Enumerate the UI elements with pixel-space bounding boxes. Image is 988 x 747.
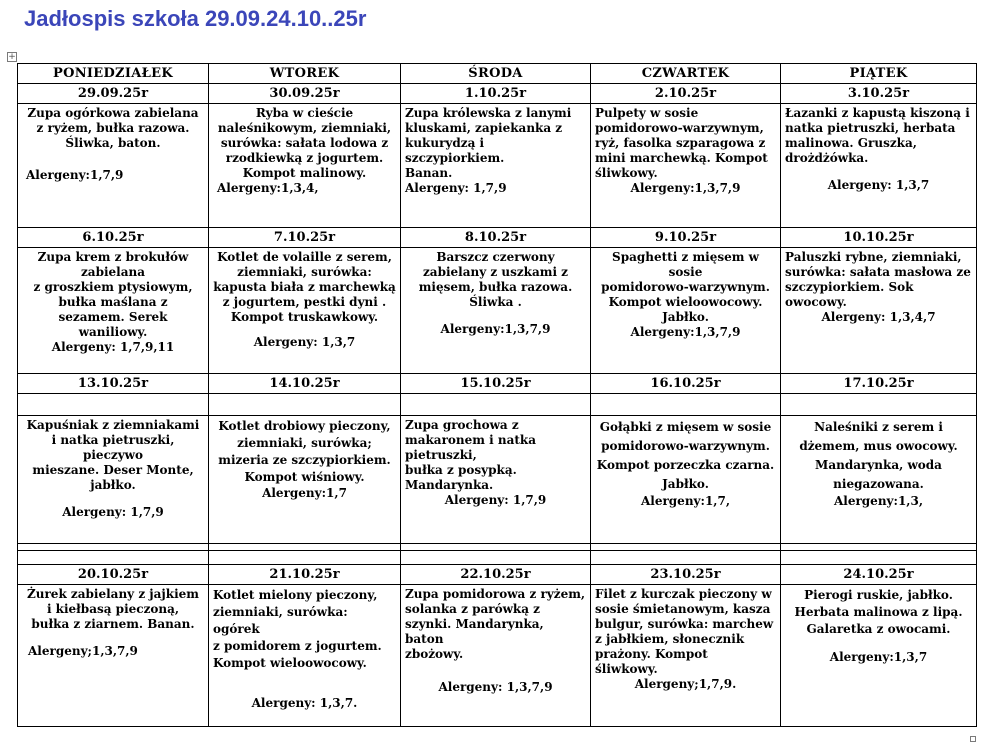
meal-row: [18, 248, 977, 374]
dish-text: Ryba w cieście naleśnikowym, ziemniaki, surówka: sałata lodowa z rzodkiewką z jogurtem. Kompot malinowy.: [217, 106, 392, 180]
dish-text: Paluszki rybne, ziemniaki, surówka: sałata masłowa ze szczypiorkiem. Sok owocowy.: [785, 250, 971, 309]
date-cell: 17.10.25r: [781, 374, 977, 394]
dish-text: Naleśniki z serem i dżemem, mus owocowy. Mandarynka, woda niegazowana.: [799, 420, 958, 491]
meal-cell: [401, 585, 591, 727]
allergens-text: Alergeny;1,3,7,9: [28, 644, 138, 658]
meal-cell: [591, 585, 781, 727]
allergens-text: Alergeny: 1,7,9,11: [51, 340, 175, 354]
dish-text: Żurek zabielany z jajkiem i kiełbasą pieczoną, bułka z ziarnem. Banan.: [27, 587, 199, 631]
date-cell: 20.10.25r: [18, 565, 209, 585]
date-cell: 14.10.25r: [209, 374, 401, 394]
allergens-text: Alergeny: 1,7,9: [444, 493, 547, 507]
day-header: PIĄTEK: [781, 64, 977, 84]
meal-row: [18, 104, 977, 228]
allergens-text: Alergeny:1,7,9: [26, 168, 124, 182]
day-header: PONIEDZIAŁEK: [18, 64, 209, 84]
day-header: CZWARTEK: [591, 64, 781, 84]
meal-cell: [18, 104, 209, 228]
day-header-row: [18, 64, 977, 84]
dish-text: Łazanki z kapustą kiszoną i natka pietruszki, herbata malinowa. Gruszka, drożdżówka.: [785, 106, 970, 165]
date-cell: 9.10.25r: [591, 228, 781, 248]
date-cell: 16.10.25r: [591, 374, 781, 394]
meal-cell: [209, 416, 401, 544]
date-row: [18, 374, 977, 394]
allergens-text: Alergeny:1,7: [262, 486, 347, 500]
meal-row: [18, 416, 977, 544]
meal-cell: [401, 104, 591, 228]
date-cell: 13.10.25r: [18, 374, 209, 394]
meal-row: [18, 585, 977, 727]
date-cell: 22.10.25r: [401, 565, 591, 585]
spacer-row: [18, 394, 977, 416]
allergens-text: Alergeny: 1,3,7: [253, 335, 356, 349]
date-cell: 15.10.25r: [401, 374, 591, 394]
meal-cell: [591, 416, 781, 544]
meal-cell: [209, 104, 401, 228]
spacer-row: [18, 551, 977, 565]
dish-text: Zupa krem z brokułów zabielana z groszkiem ptysiowym, bułka maślana z sezamem. Serek waniliowy.: [33, 250, 193, 339]
meal-cell: [18, 248, 209, 374]
date-cell: 30.09.25r: [209, 84, 401, 104]
date-cell: 29.09.25r: [18, 84, 209, 104]
meal-cell: [401, 416, 591, 544]
allergens-text: Alergeny:1,3,7: [829, 650, 928, 664]
date-cell: 8.10.25r: [401, 228, 591, 248]
allergens-text: Alergeny;1,7,9.: [634, 677, 737, 691]
date-row: [18, 84, 977, 104]
date-cell: 21.10.25r: [209, 565, 401, 585]
date-cell: 23.10.25r: [591, 565, 781, 585]
date-row: [18, 565, 977, 585]
meal-cell: [781, 585, 977, 727]
dish-text: Filet z kurczak pieczony w sosie śmietanowym, kasza bulgur, surówka: marchew z jabłkiem, słonecznik prażony. Kompot śliwkowy.: [595, 587, 774, 676]
dish-text: Spaghetti z mięsem w sosie pomidorowo-warzywnym. Kompot wieloowocowy. Jabłko.: [601, 250, 770, 324]
meal-cell: [591, 104, 781, 228]
date-cell: 6.10.25r: [18, 228, 209, 248]
dish-text: Zupa grochowa z makaronem i natka pietruszki, bułka z posypką. Mandarynka.: [405, 418, 536, 492]
spacer-row: [18, 544, 977, 551]
allergens-text: Alergeny:1,3,7,9: [440, 322, 551, 336]
allergens-text: Alergeny: 1,3,7,9: [438, 680, 553, 694]
allergens-text: Alergeny: 1,3,7: [827, 178, 930, 192]
dish-text: Zupa królewska z lanymi kluskami, zapiekanka z kukurydzą i szczypiorkiem. Banan.: [405, 106, 572, 180]
meal-cell: [781, 104, 977, 228]
date-cell: 2.10.25r: [591, 84, 781, 104]
meal-cell: [781, 416, 977, 544]
meal-cell: [591, 248, 781, 374]
date-cell: 7.10.25r: [209, 228, 401, 248]
dish-text: Kotlet de volaille z serem, ziemniaki, surówka: kapusta biała z marchewką z jogurtem, pestki dyni . Kompot truskawkowy.: [213, 250, 396, 324]
allergens-text: Alergeny:1,3,7,9: [630, 325, 741, 339]
dish-text: Kapuśniak z ziemniakami i natka pietruszki, pieczywo mieszane. Deser Monte, jabłko.: [26, 418, 200, 492]
date-cell: 24.10.25r: [781, 565, 977, 585]
meal-cell: [209, 585, 401, 727]
allergens-text: Alergeny: 1,7,9: [405, 181, 507, 195]
table-move-handle-icon[interactable]: +: [8, 52, 16, 62]
dish-text: Zupa pomidorowa z ryżem, solanka z parówką z szynki. Mandarynka, baton zbożowy.: [405, 587, 586, 661]
meal-cell: [209, 248, 401, 374]
date-cell: 1.10.25r: [401, 84, 591, 104]
dish-text: Pulpety w sosie pomidorowo-warzywnym, ryż, fasolka szparagowa z mini marchewką. Kompot śliwkowy.: [595, 106, 768, 180]
allergens-text: Alergeny:1,3,: [833, 494, 924, 508]
date-cell: 3.10.25r: [781, 84, 977, 104]
day-header: ŚRODA: [401, 64, 591, 84]
allergens-text: Alergeny: 1,7,9: [62, 505, 164, 519]
allergens-text: Alergeny:1,3,7,9: [630, 181, 741, 195]
page-title: Jadłospis szkoła 29.09.24.10..25r: [24, 6, 367, 31]
dish-text: Barszcz czerwony zabielany z uszkami z mięsem, bułka razowa. Śliwka .: [418, 250, 573, 309]
dish-text: Kotlet drobiowy pieczony, ziemniaki, surówka; mizeria ze szczypiorkiem. Kompot wiśniowy.: [218, 419, 391, 484]
date-cell: 10.10.25r: [781, 228, 977, 248]
meal-cell: [18, 416, 209, 544]
day-header: WTOREK: [209, 64, 401, 84]
dish-text: Gołąbki z mięsem w sosie pomidorowo-warzywnym. Kompot porzeczka czarna. Jabłko.: [596, 420, 775, 491]
allergens-text: Alergeny: 1,3,7.: [251, 696, 358, 710]
meal-cell: [18, 585, 209, 727]
date-row: [18, 228, 977, 248]
allergens-text: Alergeny:1,3,4,: [217, 181, 319, 195]
table-resize-handle-icon[interactable]: [970, 736, 976, 742]
meal-cell: [781, 248, 977, 374]
allergens-text: Alergeny: 1,3,4,7: [821, 310, 936, 324]
meal-cell: [401, 248, 591, 374]
dish-text: Pierogi ruskie, jabłko. Herbata malinowa z lipą. Galaretka z owocami.: [794, 588, 963, 636]
dish-text: Zupa ogórkowa zabielana z ryżem, bułka razowa. Śliwka, baton.: [27, 106, 199, 150]
dish-text: Kotlet mielony pieczony, ziemniaki, surówka: ogórek z pomidorem z jogurtem. Kompot wieloowocowy.: [213, 588, 382, 670]
menu-table: [17, 63, 977, 727]
allergens-text: Alergeny:1,7,: [640, 494, 731, 508]
